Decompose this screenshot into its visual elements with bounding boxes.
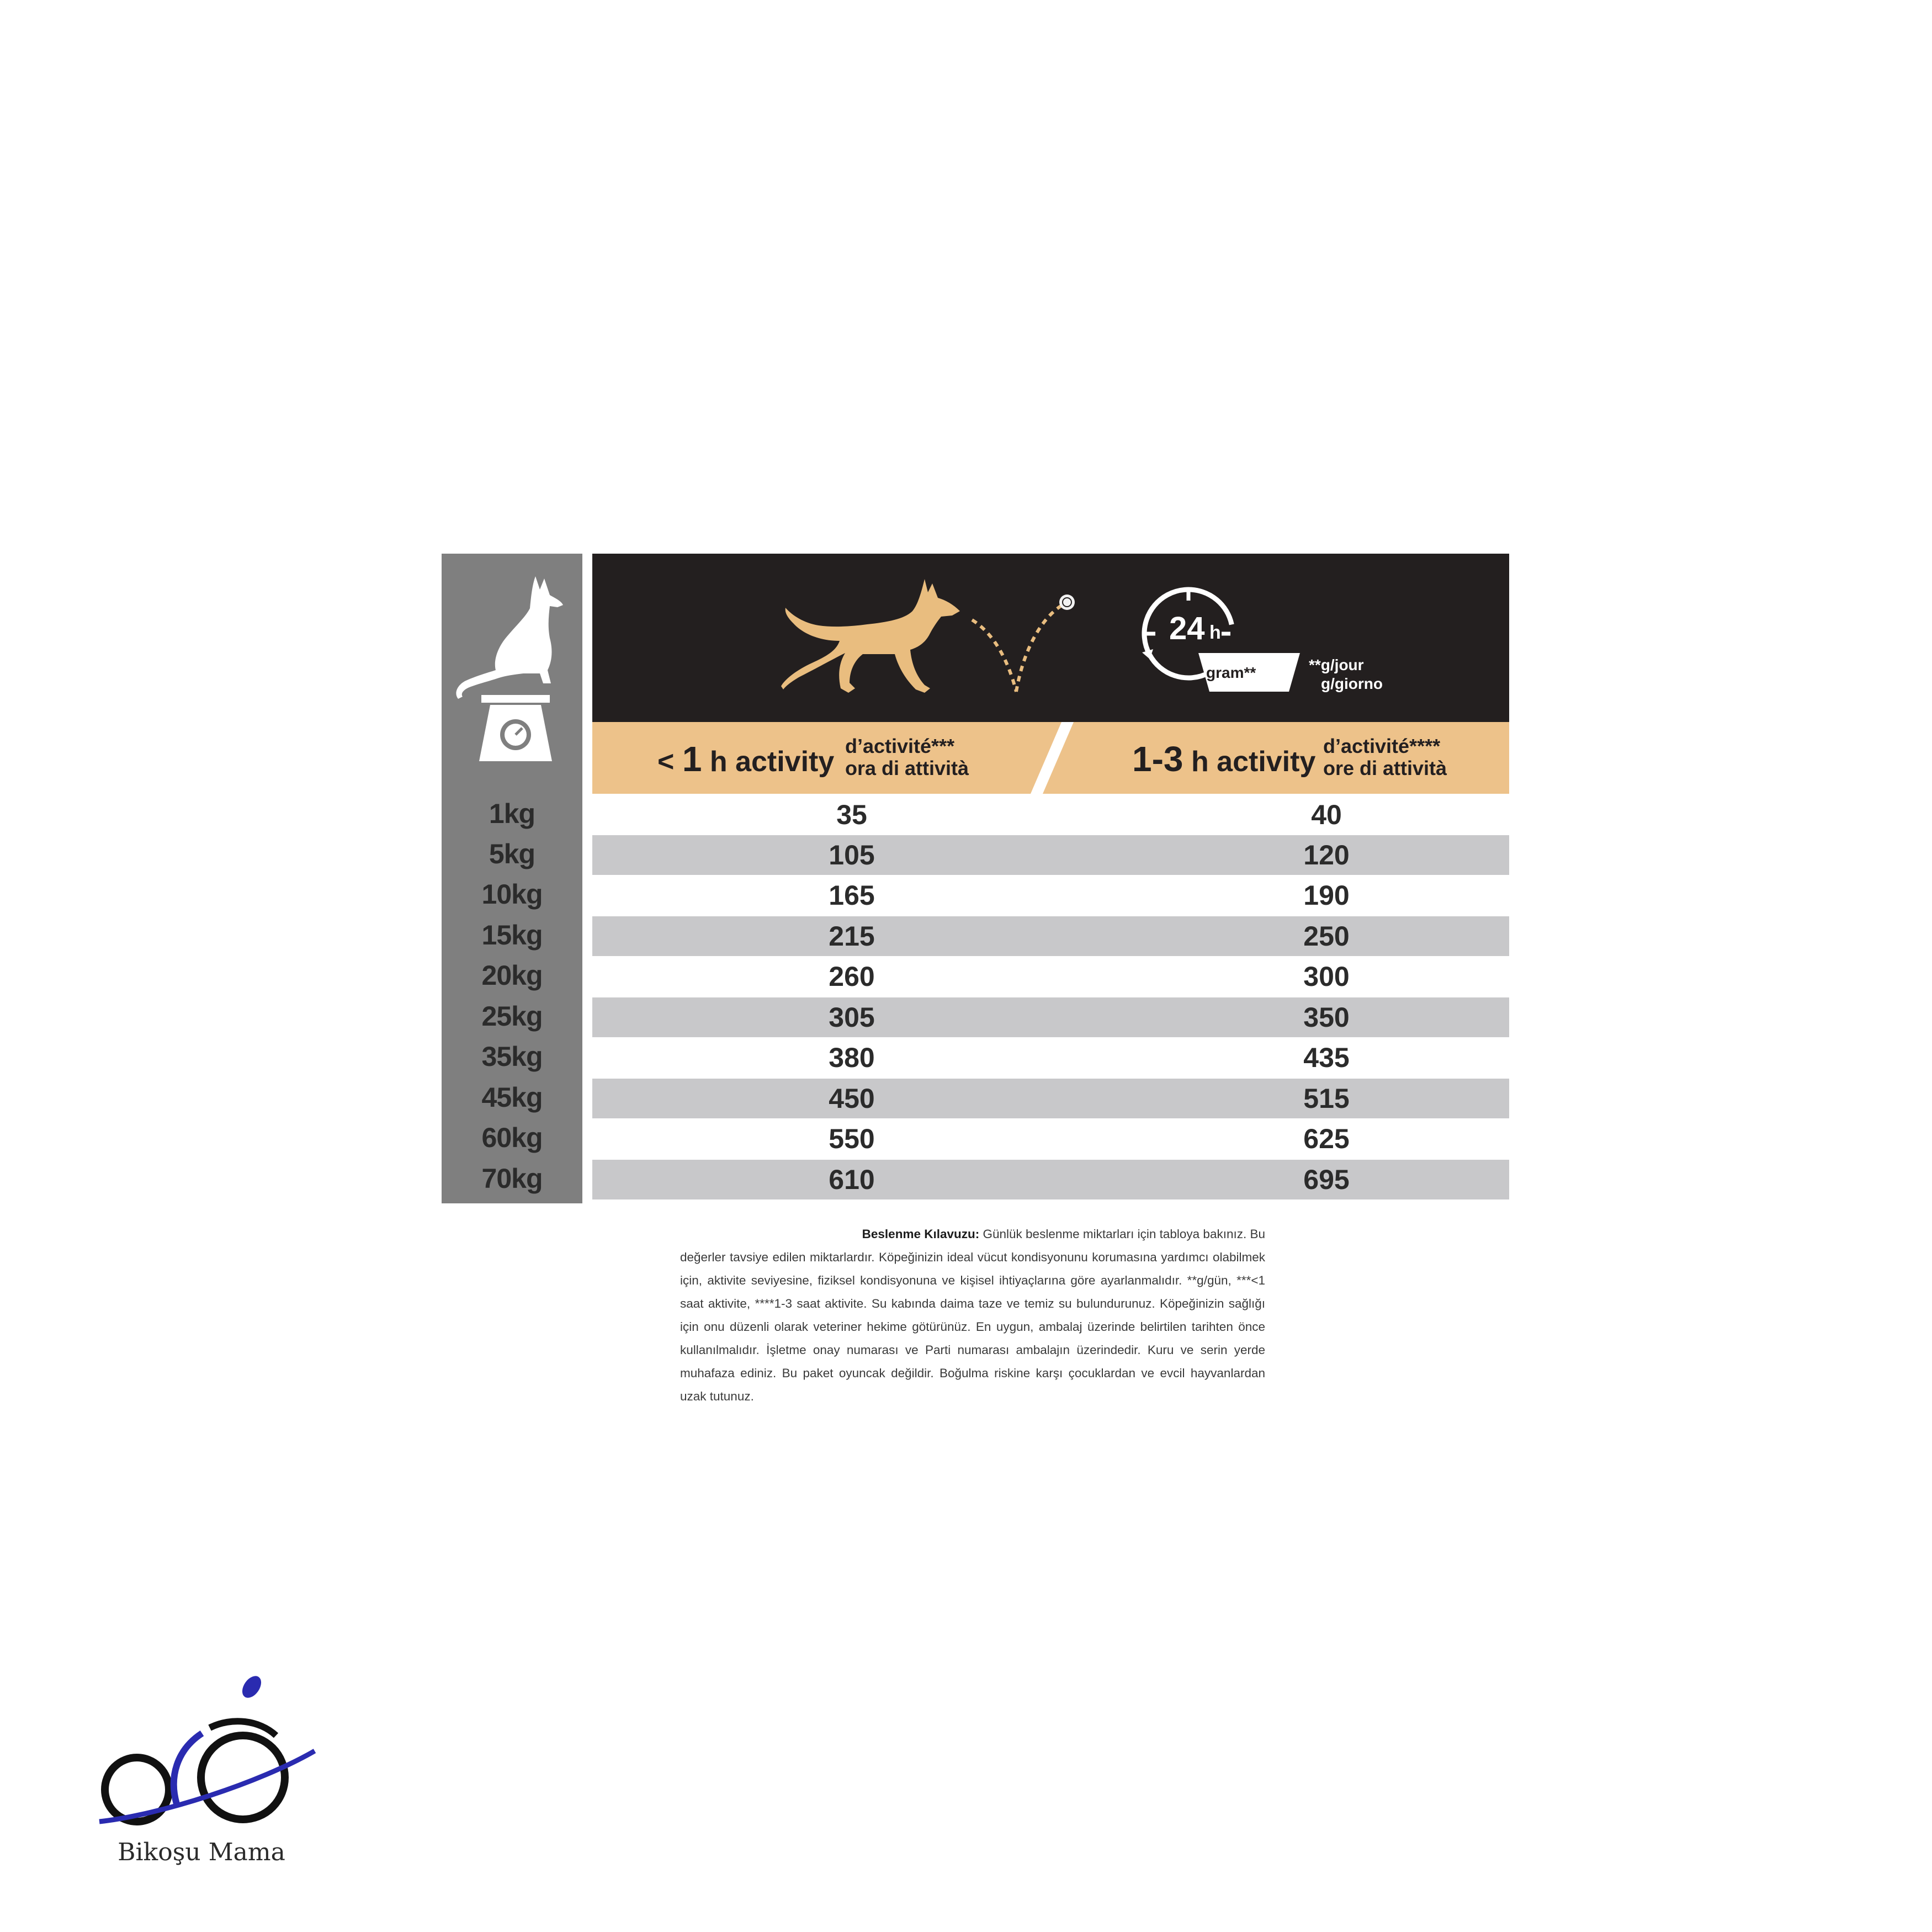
column-2-main: h activity: [1183, 746, 1316, 778]
scale-icon: [477, 692, 554, 763]
table-row: [592, 957, 1509, 996]
cell-under-1h: 260: [829, 961, 875, 992]
band-divider: [1023, 722, 1095, 794]
weight-label: 45kg: [481, 1082, 543, 1113]
footnote-body: değerler tavsiye edilen miktarlardır. Köpeğinizin ideal vücut kondisyonunu korumasına yardımcı olabilmek için, aktivite seviyesine, fiziksel kondisyonuna ve kişisel ihtiyaçlarına göre ayarlanmalıdır. **g/gün, ***<1 saat aktivite, ****1-3 saat aktivite. Su kabında daima taze ve temiz su bulundurunuz. Köpeğinizin sağlığı için onu düzenli olarak veteriner hekime götürünüz. En uygun, ambalaj üzerinde belirtilen tarihten önce kullanılmalıdır. İşletme onay numarası ve Parti numarası ambalajın üzerindedir. Kuru ve serin yerde muhafaza ediniz. Bu paket oyuncak değildir. Boğulma riskine karşı çocuklardan ve evcil hayvanlardan uzak tutunuz.: [680, 1250, 1265, 1403]
column-1-sub-it: ora di attività: [845, 757, 969, 779]
table-row: [592, 795, 1509, 835]
cell-1-3h: 190: [1303, 880, 1350, 911]
sitting-dog-icon: [453, 573, 569, 705]
ball-trajectory-icon: [968, 587, 1078, 697]
weight-label: 35kg: [481, 1041, 543, 1072]
weight-label: 10kg: [481, 879, 543, 910]
cell-under-1h: 550: [829, 1123, 875, 1154]
cell-under-1h: 35: [836, 799, 867, 830]
cell-under-1h: 450: [829, 1083, 875, 1114]
table-row: [592, 1038, 1509, 1078]
column-2-sub-fr: d’activité****: [1323, 735, 1441, 757]
weight-label: 15kg: [481, 920, 543, 951]
column-2-number: 1-3: [1132, 739, 1183, 779]
table-row: [592, 875, 1509, 915]
column-2-sub-it: ore di attività: [1323, 757, 1447, 779]
cell-1-3h: 120: [1303, 840, 1350, 871]
cell-1-3h: 435: [1303, 1042, 1350, 1073]
cell-1-3h: 250: [1303, 921, 1350, 952]
activity-header-band: [592, 722, 1509, 794]
cell-1-3h: 625: [1303, 1123, 1350, 1154]
weight-label: 20kg: [481, 960, 543, 991]
table-row: [592, 835, 1509, 875]
ball-icon: [1059, 595, 1075, 610]
cell-1-3h: 350: [1303, 1002, 1350, 1033]
cell-under-1h: 380: [829, 1042, 875, 1073]
column-1-number: 1: [682, 739, 702, 779]
brand-name: Bikoşu Mama: [118, 1838, 285, 1866]
bowl-label: gram**: [1206, 664, 1256, 681]
table-row: [592, 1119, 1509, 1159]
weight-label: 60kg: [481, 1122, 543, 1153]
cell-1-3h: 695: [1303, 1164, 1350, 1195]
cell-1-3h: 40: [1311, 799, 1342, 830]
timer-unit: h: [1209, 622, 1221, 643]
table-row: [592, 916, 1509, 956]
weight-column: [442, 554, 582, 1203]
column-1-prefix: <: [657, 746, 682, 778]
column-2-subtitle: [1323, 735, 1447, 779]
unit-line-1: **g/jour: [1309, 656, 1364, 673]
column-1-sub-fr: d’activité***: [845, 735, 955, 757]
table-row: [592, 1160, 1509, 1199]
table-header: [592, 554, 1509, 722]
table-row: [592, 997, 1509, 1037]
cell-1-3h: 515: [1303, 1083, 1350, 1114]
feeding-guide-footnote: [680, 1223, 1265, 1408]
cell-under-1h: 215: [829, 921, 875, 952]
bicycle-logo-icon: [94, 1667, 326, 1833]
cell-under-1h: 105: [829, 840, 875, 871]
footnote-title: Beslenme Kılavuzu:: [862, 1227, 980, 1241]
unit-label: [1309, 656, 1383, 693]
column-1-main: h activity: [702, 746, 835, 778]
weight-label: 5kg: [489, 838, 535, 869]
footnote-lead-line: [680, 1223, 1265, 1246]
running-dog-icon: [780, 576, 962, 703]
cell-under-1h: 165: [829, 880, 875, 911]
table-row: [592, 1079, 1509, 1118]
cell-under-1h: 305: [829, 1002, 875, 1033]
timer-label: 24: [1169, 611, 1205, 646]
weight-label: 25kg: [481, 1001, 543, 1032]
cell-1-3h: 300: [1303, 961, 1350, 992]
column-1-subtitle: [845, 735, 969, 779]
column-1-title: [657, 739, 834, 779]
column-2-title: [1132, 739, 1315, 779]
cell-under-1h: 610: [829, 1164, 875, 1195]
weight-label: 70kg: [481, 1163, 543, 1194]
unit-line-2: g/giorno: [1321, 675, 1383, 692]
weight-label: 1kg: [489, 798, 535, 829]
footnote-lead: Günlük beslenme miktarları için tabloya bakınız. Bu: [983, 1227, 1265, 1241]
